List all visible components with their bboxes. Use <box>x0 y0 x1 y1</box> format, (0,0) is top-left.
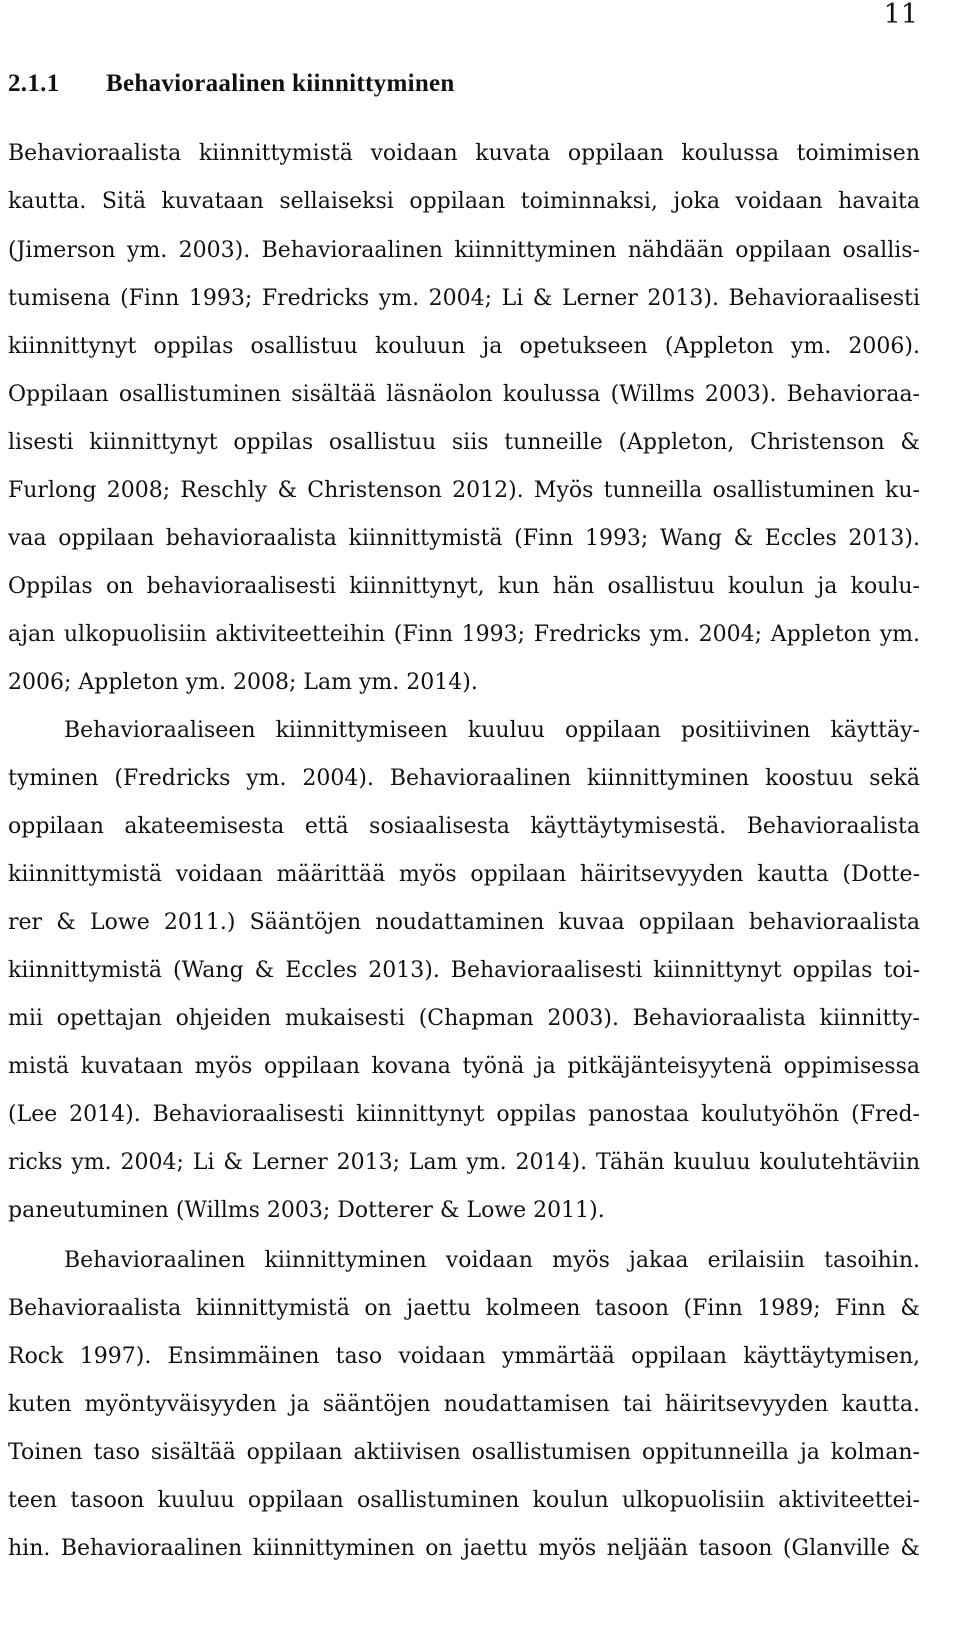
body-line: 2006; Appleton ym. 2008; Lam ym. 2014). <box>8 670 478 695</box>
body-line: Behavioraalista kiinnittymistä on jaettu kolmeen tasoon (Finn 1989; Finn & <box>8 1296 920 1321</box>
body-line: (Lee 2014). Behavioraalisesti kiinnittynyt oppilas panostaa koulutyöhön (Fred- <box>8 1102 920 1127</box>
body-line: rer & Lowe 2011.) Sääntöjen noudattaminen kuvaa oppilaan behavioraalista <box>8 910 920 935</box>
body-line: Oppilas on behavioraalisesti kiinnittynyt, kun hän osallistuu koulun ja koulu- <box>8 574 920 599</box>
body-line: kiinnittynyt oppilas osallistuu kouluun ja opetukseen (Appleton ym. 2006). <box>8 334 920 359</box>
body-line: Toinen taso sisältää oppilaan aktiivisen osallistumisen oppitunneilla ja kolman- <box>8 1440 920 1465</box>
body-line: Behavioraaliseen kiinnittymiseen kuuluu oppilaan positiivinen käyttäy- <box>64 718 920 743</box>
body-line: ricks ym. 2004; Li & Lerner 2013; Lam ym. 2014). Tähän kuuluu koulutehtäviin <box>8 1150 920 1175</box>
body-line: kiinnittymistä (Wang & Eccles 2013). Behavioraalisesti kiinnittynyt oppilas toi- <box>8 958 920 983</box>
body-line: Behavioraalista kiinnittymistä voidaan kuvata oppilaan koulussa toimimisen <box>8 141 920 166</box>
body-line: ajan ulkopuolisiin aktiviteetteihin (Finn 1993; Fredricks ym. 2004; Appleton ym. <box>8 622 920 647</box>
body-line: oppilaan akateemisesta että sosiaalisesta käyttäytymisestä. Behavioraalista <box>8 814 920 839</box>
body-line: kiinnittymistä voidaan määrittää myös oppilaan häiritsevyyden kautta (Dotte- <box>8 862 920 887</box>
body-line: mistä kuvataan myös oppilaan kovana työnä ja pitkäjänteisyytenä oppimisessa <box>8 1054 920 1079</box>
body-line: teen tasoon kuuluu oppilaan osallistuminen koulun ulkopuolisiin aktiviteettei- <box>8 1488 920 1513</box>
body-line: Behavioraalinen kiinnittyminen voidaan myös jakaa erilaisiin tasoihin. <box>64 1248 920 1273</box>
body-line: mii opettajan ohjeiden mukaisesti (Chapman 2003). Behavioraalista kiinnitty- <box>8 1006 920 1031</box>
body-line: lisesti kiinnittynyt oppilas osallistuu siis tunneille (Appleton, Christenson & <box>8 430 920 455</box>
body-line: vaa oppilaan behavioraalista kiinnittymistä (Finn 1993; Wang & Eccles 2013). <box>8 526 920 551</box>
body-line: (Jimerson ym. 2003). Behavioraalinen kiinnittyminen nähdään oppilaan osallis- <box>8 238 920 263</box>
body-line: kuten myöntyväisyyden ja sääntöjen noudattamisen tai häiritsevyyden kautta. <box>8 1392 920 1417</box>
body-line: paneutuminen (Willms 2003; Dotterer & Lowe 2011). <box>8 1198 605 1223</box>
page-number: 11 <box>883 0 918 30</box>
body-line: Oppilaan osallistuminen sisältää läsnäolon koulussa (Willms 2003). Behavioraa- <box>8 382 920 407</box>
section-title: Behavioraalinen kiinnittyminen <box>106 70 455 97</box>
body-line: Furlong 2008; Reschly & Christenson 2012). Myös tunneilla osallistuminen ku- <box>8 478 920 503</box>
body-line: tumisena (Finn 1993; Fredricks ym. 2004; Li & Lerner 2013). Behavioraalisesti <box>8 286 920 311</box>
section-number: 2.1.1 <box>8 70 60 97</box>
body-line: kautta. Sitä kuvataan sellaiseksi oppilaan toiminnaksi, joka voidaan havaita <box>8 189 920 214</box>
section-heading <box>8 66 455 102</box>
body-line: hin. Behavioraalinen kiinnittyminen on jaettu myös neljään tasoon (Glanville & <box>8 1536 920 1561</box>
body-line: Rock 1997). Ensimmäinen taso voidaan ymmärtää oppilaan käyttäytymisen, <box>8 1344 920 1369</box>
body-line: tyminen (Fredricks ym. 2004). Behavioraalinen kiinnittyminen koostuu sekä <box>8 766 920 791</box>
